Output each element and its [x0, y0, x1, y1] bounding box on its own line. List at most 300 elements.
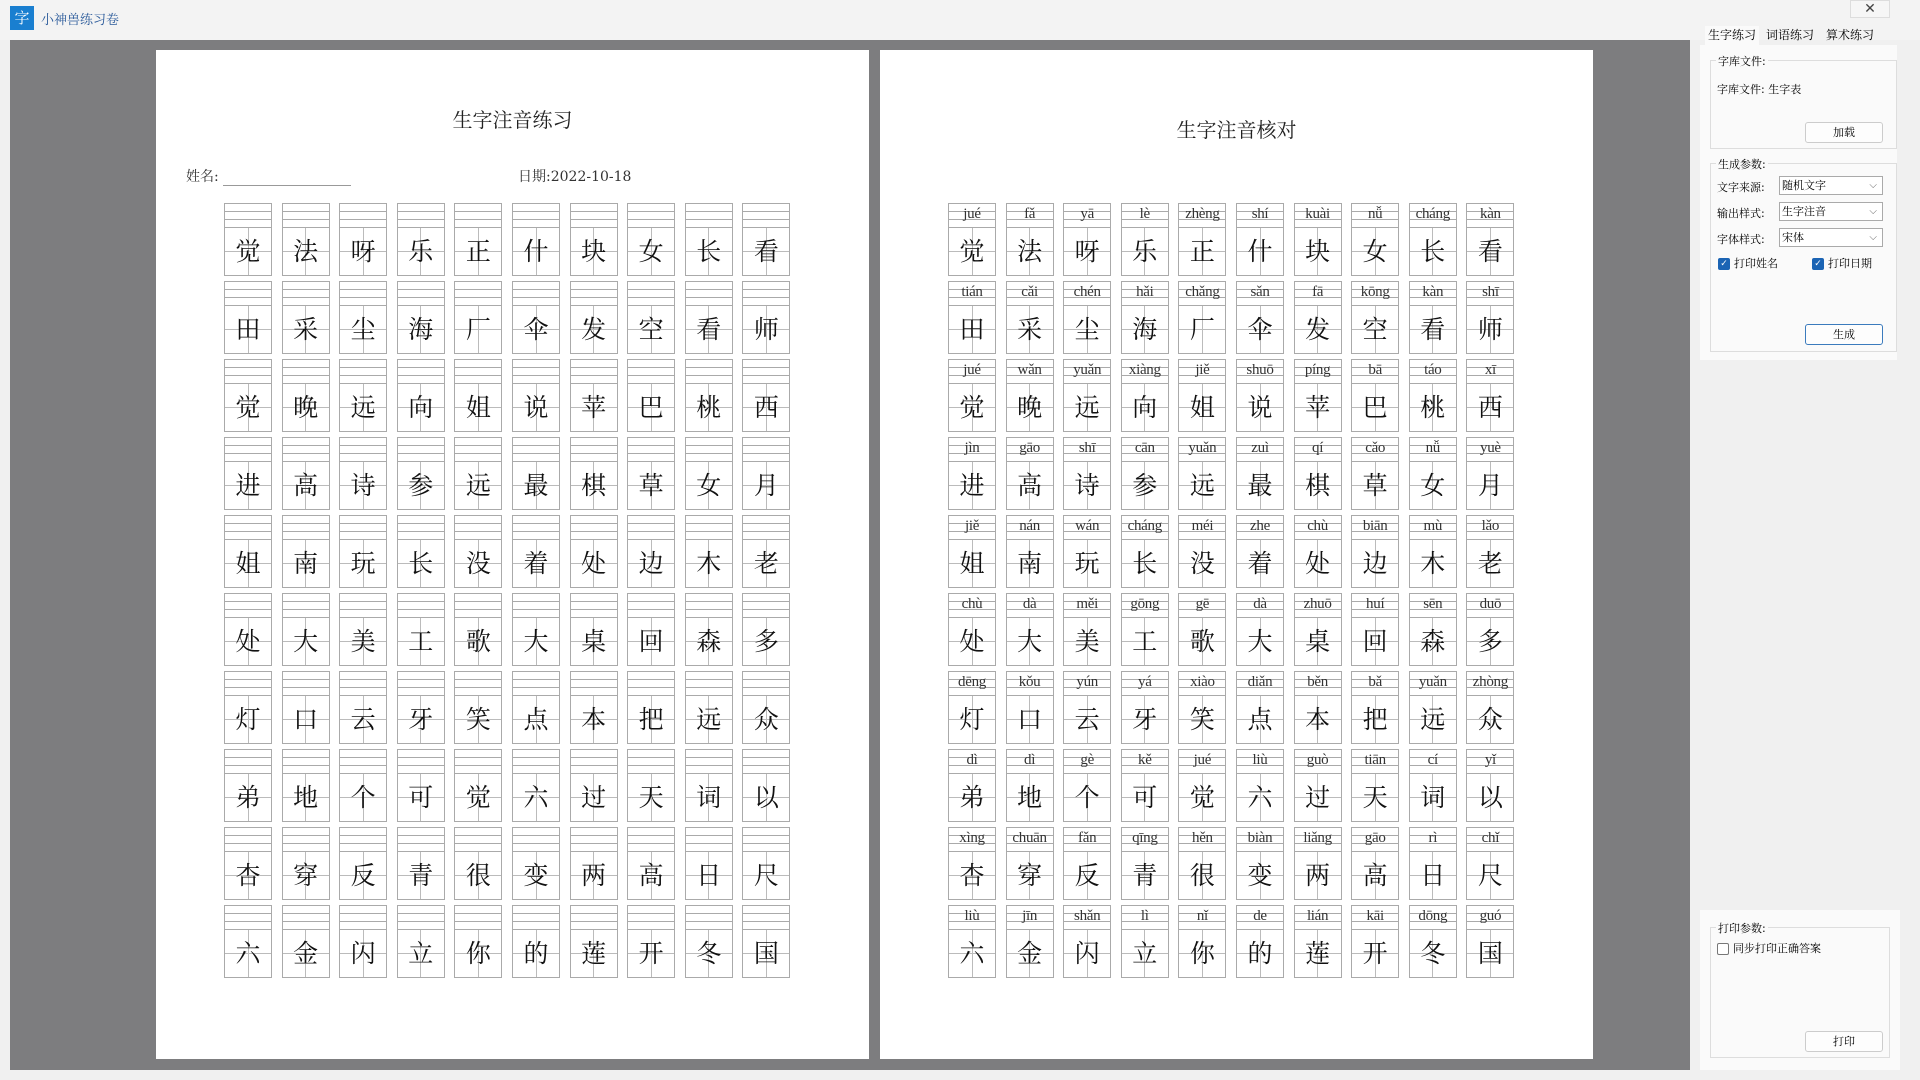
chevron-down-icon: ⌵ — [1869, 232, 1877, 243]
pinyin-box: měi — [1064, 594, 1110, 618]
pinyin-box — [283, 360, 329, 384]
hanzi-box: 歌 — [455, 618, 501, 665]
pinyin-box: shǎn — [1064, 906, 1110, 930]
character-cell — [397, 281, 445, 354]
hanzi-box: 远 — [1179, 462, 1225, 509]
character-cell — [742, 437, 790, 510]
pinyin-box: kàn — [1410, 282, 1456, 306]
character-cell — [1063, 827, 1111, 900]
character-cell — [627, 827, 675, 900]
hanzi-box: 弟 — [225, 774, 271, 821]
character-cell — [454, 437, 502, 510]
character-cell — [1236, 671, 1284, 744]
hanzi-box: 莲 — [1295, 930, 1341, 977]
hanzi-box: 天 — [1352, 774, 1398, 821]
hanzi-box: 高 — [628, 852, 674, 899]
pinyin-box: yuǎn — [1179, 438, 1225, 462]
pinyin-box: wǎn — [1007, 360, 1053, 384]
hanzi-box: 田 — [225, 306, 271, 353]
hanzi-box: 法 — [283, 228, 329, 275]
character-cell — [627, 203, 675, 276]
character-cell — [1409, 359, 1457, 432]
hanzi-box: 尘 — [340, 306, 386, 353]
hanzi-box: 处 — [571, 540, 617, 587]
pinyin-box: chǎng — [1179, 282, 1225, 306]
character-cell — [1294, 671, 1342, 744]
generate-button[interactable]: 生成 — [1805, 324, 1883, 345]
pinyin-box — [455, 750, 501, 774]
character-cell — [224, 749, 272, 822]
pinyin-box — [571, 906, 617, 930]
pinyin-box — [743, 672, 789, 696]
character-cell — [1351, 515, 1399, 588]
pinyin-box: dà — [1007, 594, 1053, 618]
character-cell — [1006, 671, 1054, 744]
pinyin-box: nǚ — [1352, 204, 1398, 228]
character-cell — [1294, 827, 1342, 900]
hanzi-box: 远 — [1410, 696, 1456, 743]
pinyin-box — [571, 516, 617, 540]
character-cell — [1409, 437, 1457, 510]
character-cell — [1236, 749, 1284, 822]
character-cell — [224, 593, 272, 666]
pinyin-box: tián — [949, 282, 995, 306]
pinyin-box — [340, 594, 386, 618]
hanzi-box: 老 — [743, 540, 789, 587]
output-label: 输出样式: — [1717, 207, 1765, 220]
character-cell — [685, 281, 733, 354]
character-cell — [454, 749, 502, 822]
character-cell — [282, 437, 330, 510]
character-cell — [1121, 671, 1169, 744]
character-cell — [1063, 905, 1111, 978]
library-group-label: 字库文件: — [1718, 55, 1766, 68]
pinyin-box — [398, 360, 444, 384]
character-cell — [282, 593, 330, 666]
pinyin-box — [283, 828, 329, 852]
hanzi-box: 以 — [1467, 774, 1513, 821]
hanzi-box: 个 — [340, 774, 386, 821]
character-cell — [1236, 593, 1284, 666]
hanzi-box: 觉 — [225, 384, 271, 431]
hanzi-box: 最 — [513, 462, 559, 509]
character-cell — [1236, 515, 1284, 588]
hanzi-box: 两 — [571, 852, 617, 899]
character-cell — [1466, 593, 1514, 666]
pinyin-box: fǎ — [1007, 204, 1053, 228]
pinyin-box — [398, 672, 444, 696]
hanzi-box: 诗 — [340, 462, 386, 509]
character-cell — [397, 749, 445, 822]
hanzi-box: 法 — [1007, 228, 1053, 275]
hanzi-box: 说 — [1237, 384, 1283, 431]
pinyin-box — [686, 516, 732, 540]
character-cell — [339, 515, 387, 588]
hanzi-box: 高 — [1352, 852, 1398, 899]
pinyin-box — [340, 282, 386, 306]
pinyin-box: kàn — [1467, 204, 1513, 228]
character-cell — [454, 281, 502, 354]
character-cell — [1294, 905, 1342, 978]
hanzi-box: 厂 — [1179, 306, 1225, 353]
pinyin-box — [283, 516, 329, 540]
hanzi-box: 冬 — [1410, 930, 1456, 977]
hanzi-box: 发 — [571, 306, 617, 353]
pinyin-box — [571, 204, 617, 228]
character-cell — [742, 359, 790, 432]
character-cell — [1409, 905, 1457, 978]
character-cell — [512, 437, 560, 510]
pinyin-box: yā — [1064, 204, 1110, 228]
pinyin-box: xìng — [949, 828, 995, 852]
pinyin-box: tiān — [1352, 750, 1398, 774]
character-cell — [627, 749, 675, 822]
hanzi-box: 正 — [1179, 228, 1225, 275]
pinyin-box — [225, 672, 271, 696]
pinyin-box — [743, 516, 789, 540]
pinyin-box: jīn — [1007, 906, 1053, 930]
hanzi-box: 木 — [686, 540, 732, 587]
pinyin-box: sǎn — [1237, 282, 1283, 306]
hanzi-box: 着 — [513, 540, 559, 587]
pinyin-box: wán — [1064, 516, 1110, 540]
character-cell — [1178, 671, 1226, 744]
pinyin-box: liù — [949, 906, 995, 930]
name-field — [186, 166, 351, 186]
character-cell — [1121, 281, 1169, 354]
pinyin-box — [283, 750, 329, 774]
hanzi-box: 没 — [455, 540, 501, 587]
hanzi-box: 灯 — [225, 696, 271, 743]
pinyin-box — [628, 282, 674, 306]
pinyin-box — [398, 438, 444, 462]
pinyin-box — [513, 516, 559, 540]
character-cell — [339, 749, 387, 822]
pinyin-box: dēng — [949, 672, 995, 696]
pinyin-box: fǎn — [1064, 828, 1110, 852]
pinyin-box: kōng — [1352, 282, 1398, 306]
character-cell — [1063, 593, 1111, 666]
pinyin-box — [225, 204, 271, 228]
pinyin-box: lǎo — [1467, 516, 1513, 540]
character-cell — [339, 437, 387, 510]
pinyin-box: kǒu — [1007, 672, 1053, 696]
hanzi-box: 棋 — [571, 462, 617, 509]
pinyin-box — [283, 204, 329, 228]
pinyin-box: zhuō — [1295, 594, 1341, 618]
hanzi-box: 多 — [743, 618, 789, 665]
hanzi-box: 什 — [513, 228, 559, 275]
character-cell — [570, 671, 618, 744]
pinyin-box: zhe — [1237, 516, 1283, 540]
hanzi-box: 边 — [628, 540, 674, 587]
sync-answer-checkbox[interactable] — [1717, 940, 1821, 956]
pinyin-box — [398, 594, 444, 618]
hanzi-box: 采 — [283, 306, 329, 353]
print-preview-area[interactable] — [10, 40, 1690, 1070]
character-cell — [1351, 593, 1399, 666]
character-cell — [627, 437, 675, 510]
character-cell — [1466, 281, 1514, 354]
tab-arithmetic[interactable]: 算术练习 — [1826, 28, 1875, 42]
character-cell — [742, 281, 790, 354]
print-button[interactable]: 打印 — [1805, 1031, 1883, 1052]
character-cell — [512, 905, 560, 978]
pinyin-box — [686, 906, 732, 930]
practice-title: 生字注音练习 — [452, 108, 573, 132]
close-button[interactable]: ✕ — [1850, 0, 1890, 18]
character-cell — [282, 905, 330, 978]
character-cell — [685, 203, 733, 276]
hanzi-box: 国 — [743, 930, 789, 977]
pinyin-box — [571, 750, 617, 774]
pinyin-box: guó — [1467, 906, 1513, 930]
character-cell — [1466, 671, 1514, 744]
hanzi-box: 可 — [1122, 774, 1168, 821]
character-cell — [742, 827, 790, 900]
pinyin-box: dōng — [1410, 906, 1456, 930]
pinyin-box — [743, 360, 789, 384]
pinyin-box — [283, 672, 329, 696]
character-cell — [742, 905, 790, 978]
hanzi-box: 姐 — [1179, 384, 1225, 431]
pinyin-box — [743, 204, 789, 228]
character-cell — [454, 905, 502, 978]
output-value: 生字注音 — [1782, 205, 1826, 218]
character-cell — [1409, 593, 1457, 666]
hanzi-box: 的 — [1237, 930, 1283, 977]
hanzi-box: 空 — [628, 306, 674, 353]
pinyin-box — [225, 516, 271, 540]
output-select[interactable] — [1779, 202, 1883, 221]
hanzi-box: 长 — [1122, 540, 1168, 587]
hanzi-box: 森 — [1410, 618, 1456, 665]
hanzi-box: 口 — [283, 696, 329, 743]
hanzi-box: 个 — [1064, 774, 1110, 821]
character-cell — [627, 281, 675, 354]
print-name-checkbox[interactable] — [1718, 255, 1778, 271]
hanzi-box: 工 — [398, 618, 444, 665]
title-bar — [0, 0, 1920, 40]
hanzi-box: 师 — [1467, 306, 1513, 353]
pinyin-box — [571, 672, 617, 696]
pinyin-box: táo — [1410, 360, 1456, 384]
hanzi-box: 很 — [1179, 852, 1225, 899]
hanzi-box: 大 — [283, 618, 329, 665]
pinyin-box — [628, 750, 674, 774]
pinyin-box — [340, 360, 386, 384]
character-cell — [1236, 281, 1284, 354]
pinyin-box: gāo — [1352, 828, 1398, 852]
generate-group-label: 生成参数: — [1718, 158, 1766, 171]
hanzi-box: 杏 — [949, 852, 995, 899]
pinyin-box — [340, 672, 386, 696]
hanzi-box: 歌 — [1179, 618, 1225, 665]
pinyin-box: xiàng — [1122, 360, 1168, 384]
character-cell — [1006, 515, 1054, 588]
pinyin-box — [686, 438, 732, 462]
character-cell — [1351, 905, 1399, 978]
hanzi-box: 西 — [1467, 384, 1513, 431]
pinyin-box — [225, 360, 271, 384]
pinyin-box: cǎo — [1352, 438, 1398, 462]
hanzi-box: 觉 — [225, 228, 271, 275]
pinyin-box: shī — [1467, 282, 1513, 306]
character-cell — [1006, 905, 1054, 978]
character-cell — [1351, 437, 1399, 510]
character-cell — [1294, 749, 1342, 822]
character-cell — [512, 827, 560, 900]
pinyin-box — [686, 204, 732, 228]
pinyin-box: jìn — [949, 438, 995, 462]
name-label: 姓名: — [186, 169, 219, 185]
print-name-label: 打印姓名 — [1734, 257, 1778, 270]
hanzi-box: 众 — [1467, 696, 1513, 743]
character-cell — [1121, 749, 1169, 822]
pinyin-box: bā — [1352, 360, 1398, 384]
pinyin-box: jué — [949, 204, 995, 228]
pinyin-box: běn — [1295, 672, 1341, 696]
character-cell — [1351, 827, 1399, 900]
load-button[interactable]: 加载 — [1805, 122, 1883, 143]
character-cell — [1063, 359, 1111, 432]
pinyin-box — [571, 438, 617, 462]
character-cell — [224, 515, 272, 588]
pinyin-box — [455, 282, 501, 306]
character-cell — [948, 671, 996, 744]
hanzi-box: 乐 — [398, 228, 444, 275]
pinyin-box — [398, 516, 444, 540]
pinyin-box: kuài — [1295, 204, 1341, 228]
hanzi-box: 笑 — [1179, 696, 1225, 743]
character-cell — [685, 359, 733, 432]
character-cell — [685, 593, 733, 666]
character-cell — [1178, 437, 1226, 510]
hanzi-box: 处 — [225, 618, 271, 665]
character-cell — [339, 593, 387, 666]
character-cell — [1178, 593, 1226, 666]
hanzi-box: 变 — [513, 852, 559, 899]
pinyin-box — [340, 438, 386, 462]
hanzi-box: 正 — [455, 228, 501, 275]
source-select[interactable] — [1779, 176, 1883, 195]
pinyin-box: qí — [1295, 438, 1341, 462]
hanzi-box: 长 — [1410, 228, 1456, 275]
pinyin-box: xiào — [1179, 672, 1225, 696]
hanzi-box: 词 — [1410, 774, 1456, 821]
pinyin-box: dì — [949, 750, 995, 774]
pinyin-box: diǎn — [1237, 672, 1283, 696]
pinyin-box — [571, 282, 617, 306]
hanzi-box: 块 — [571, 228, 617, 275]
sync-answer-label: 同步打印正确答案 — [1733, 942, 1821, 955]
pinyin-box — [628, 516, 674, 540]
hanzi-box: 呀 — [340, 228, 386, 275]
character-cell — [1294, 593, 1342, 666]
font-select[interactable] — [1779, 228, 1883, 247]
character-cell — [742, 593, 790, 666]
character-cell — [570, 749, 618, 822]
checkbox-checked-icon: ✓ — [1718, 258, 1730, 270]
hanzi-box: 采 — [1007, 306, 1053, 353]
character-cell — [1409, 671, 1457, 744]
pinyin-box: yá — [1122, 672, 1168, 696]
pinyin-box: biān — [1352, 516, 1398, 540]
hanzi-box: 你 — [455, 930, 501, 977]
pinyin-box: chǐ — [1467, 828, 1513, 852]
pinyin-box — [225, 828, 271, 852]
character-cell — [1006, 203, 1054, 276]
hanzi-box: 高 — [283, 462, 329, 509]
character-cell — [282, 749, 330, 822]
pinyin-box — [686, 360, 732, 384]
answer-title: 生字注音核对 — [1176, 118, 1297, 142]
hanzi-box: 很 — [455, 852, 501, 899]
pinyin-box — [513, 750, 559, 774]
character-cell — [454, 359, 502, 432]
hanzi-box: 众 — [743, 696, 789, 743]
character-cell — [282, 203, 330, 276]
font-value: 宋体 — [1782, 231, 1804, 244]
hanzi-box: 乐 — [1122, 228, 1168, 275]
pinyin-box — [686, 282, 732, 306]
character-cell — [1178, 515, 1226, 588]
hanzi-box: 过 — [571, 774, 617, 821]
pinyin-box: jué — [1179, 750, 1225, 774]
pinyin-box: méi — [1179, 516, 1225, 540]
pinyin-box — [743, 828, 789, 852]
print-date-checkbox[interactable] — [1812, 255, 1872, 271]
pinyin-box — [571, 594, 617, 618]
pinyin-box: gāo — [1007, 438, 1053, 462]
character-cell — [570, 515, 618, 588]
hanzi-box: 发 — [1295, 306, 1341, 353]
character-cell — [224, 437, 272, 510]
character-cell — [397, 515, 445, 588]
tab-characters[interactable]: 生字练习 — [1705, 26, 1759, 46]
hanzi-box: 森 — [686, 618, 732, 665]
hanzi-box: 女 — [628, 228, 674, 275]
character-cell — [1063, 515, 1111, 588]
character-cell — [1121, 437, 1169, 510]
pinyin-box — [398, 750, 444, 774]
checkbox-unchecked-icon — [1717, 943, 1729, 955]
character-cell — [627, 671, 675, 744]
pinyin-box: dì — [1007, 750, 1053, 774]
tab-words[interactable]: 词语练习 — [1766, 28, 1815, 42]
hanzi-box: 晚 — [283, 384, 329, 431]
hanzi-box: 尘 — [1064, 306, 1110, 353]
character-cell — [948, 281, 996, 354]
character-cell — [1466, 515, 1514, 588]
character-cell — [1063, 437, 1111, 510]
pinyin-box — [283, 906, 329, 930]
character-cell — [454, 515, 502, 588]
pinyin-box: shuō — [1237, 360, 1283, 384]
hanzi-box: 女 — [1410, 462, 1456, 509]
character-cell — [397, 359, 445, 432]
pinyin-box — [628, 828, 674, 852]
hanzi-box: 开 — [628, 930, 674, 977]
pinyin-box: nán — [1007, 516, 1053, 540]
pinyin-box: cān — [1122, 438, 1168, 462]
hanzi-box: 处 — [1295, 540, 1341, 587]
hanzi-box: 灯 — [949, 696, 995, 743]
hanzi-box: 觉 — [455, 774, 501, 821]
character-cell — [1178, 827, 1226, 900]
hanzi-box: 处 — [949, 618, 995, 665]
pinyin-box: kě — [1122, 750, 1168, 774]
